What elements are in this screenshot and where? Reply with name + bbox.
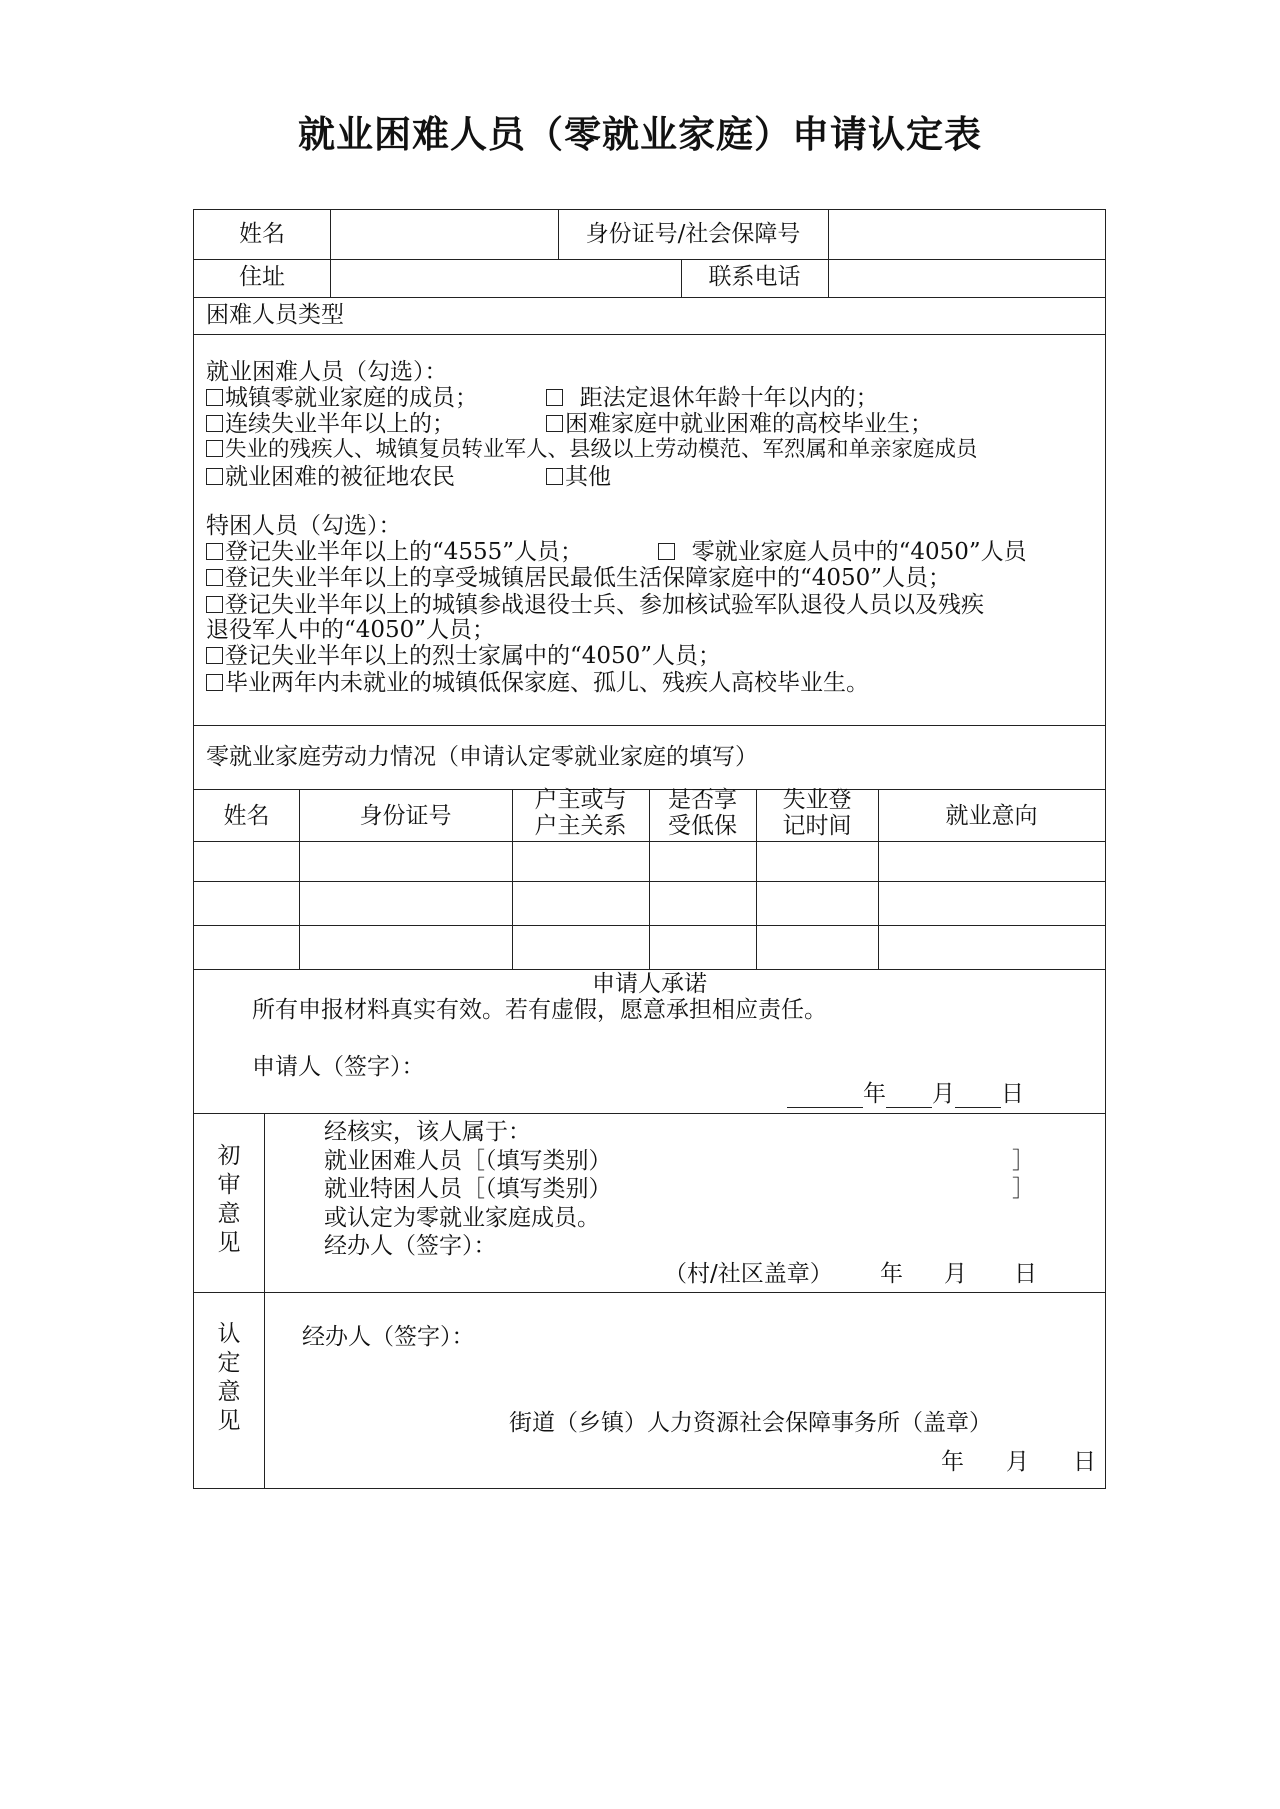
village-stamp-label: （村/社区盖章） <box>664 1261 833 1287</box>
bracket: ］ <box>1012 1148 1035 1174</box>
page-title: 就业困难人员（零就业家庭）申请认定表 <box>298 113 982 156</box>
name-field[interactable] <box>332 214 557 256</box>
determination-day: 日 <box>1073 1449 1096 1475</box>
preliminary-line: 就业困难人员［（填写类别） <box>324 1148 612 1174</box>
determination-year: 年 <box>941 1449 964 1475</box>
checkbox[interactable] <box>206 415 223 432</box>
name-label: 姓名 <box>239 221 285 247</box>
special-option[interactable]: 登记失业半年以上的享受城镇居民最低生活保障家庭中的“4050”人员； <box>206 564 951 592</box>
preliminary-line: 或认定为零就业家庭成员。 <box>324 1205 600 1231</box>
special-option[interactable]: 登记失业半年以上的烈士家属中的“4050”人员； <box>206 642 721 670</box>
family-heading: 零就业家庭劳动力情况（申请认定零就业家庭的填写） <box>206 744 758 770</box>
checkbox[interactable] <box>658 543 675 560</box>
office-stamp: 街道（乡镇）人力资源社会保障事务所（盖章） <box>509 1410 992 1436</box>
special-option[interactable]: 零就业家庭人员中的“4050”人员 <box>658 538 1027 566</box>
column-header-name: 姓名 <box>223 803 270 829</box>
commitment-heading: 申请人承诺 <box>592 971 707 997</box>
divider <box>194 334 1105 335</box>
difficulty-heading: 就业困难人员（勾选）： <box>206 359 448 385</box>
checkbox[interactable] <box>206 543 223 560</box>
divider <box>194 1113 1105 1114</box>
column-header-id: 身份证号 <box>359 803 452 829</box>
difficulty-option[interactable]: 困难家庭中就业困难的高校毕业生； <box>546 410 933 438</box>
divider <box>828 210 829 297</box>
difficulty-option[interactable]: 其他 <box>546 463 611 491</box>
phone-label: 联系电话 <box>708 264 801 290</box>
phone-field[interactable] <box>830 261 1104 295</box>
special-option[interactable]: 毕业两年内未就业的城镇低保家庭、孤儿、残疾人高校毕业生。 <box>206 669 869 697</box>
preliminary-year: 年 <box>880 1261 903 1287</box>
checkbox[interactable] <box>546 468 563 485</box>
application-form <box>193 209 1106 1489</box>
applicant-signature-label: 申请人（签字）： <box>252 1054 425 1080</box>
divider <box>194 297 1105 298</box>
divider <box>264 1113 265 1488</box>
column-header-intention: 就业意向 <box>945 803 1038 829</box>
preliminary-side-label: 初 审 意 见 <box>217 1143 241 1256</box>
difficulty-option[interactable]: 就业困难的被征地农民 <box>206 463 455 491</box>
special-option[interactable]: 登记失业半年以上的“4555”人员； <box>206 538 583 566</box>
special-option[interactable]: 登记失业半年以上的城镇参战退役士兵、参加核试验军队退役人员以及残疾 <box>206 591 984 619</box>
preliminary-month: 月 <box>944 1261 967 1287</box>
divider <box>194 1292 1105 1293</box>
column-header-relation: 户主或与 户主关系 <box>534 787 627 839</box>
preliminary-signature-label: 经办人（签字）： <box>324 1233 497 1259</box>
divider <box>194 725 1105 726</box>
checkbox[interactable] <box>546 415 563 432</box>
checkbox[interactable] <box>206 596 223 613</box>
id-label: 身份证号/社会保障号 <box>585 221 801 247</box>
checkbox[interactable] <box>206 647 223 664</box>
category-heading: 困难人员类型 <box>206 302 344 328</box>
address-field[interactable] <box>332 261 680 295</box>
checkbox[interactable] <box>206 440 223 457</box>
difficulty-option[interactable]: 失业的残疾人、城镇复员转业军人、县级以上劳动模范、军烈属和单亲家庭成员 <box>206 436 978 464</box>
divider <box>330 210 331 297</box>
checkbox[interactable] <box>206 468 223 485</box>
determination-signature-label: 经办人（签字）： <box>302 1324 475 1350</box>
checkbox[interactable] <box>206 569 223 586</box>
commitment-text: 所有申报材料真实有效。若有虚假，愿意承担相应责任。 <box>252 997 827 1023</box>
difficulty-option[interactable]: 连续失业半年以上的； <box>206 410 455 438</box>
bracket: ］ <box>1012 1176 1035 1202</box>
column-header-allowance: 是否享 受低保 <box>668 787 737 839</box>
preliminary-day: 日 <box>1014 1261 1037 1287</box>
address-label: 住址 <box>239 264 285 290</box>
special-option-continued: 退役军人中的“4050”人员； <box>206 617 496 643</box>
determination-month: 月 <box>1006 1449 1029 1475</box>
difficulty-option[interactable]: 城镇零就业家庭的成员； <box>206 384 478 412</box>
special-heading: 特困人员（勾选）： <box>206 513 402 539</box>
determination-side-label: 认 定 意 见 <box>217 1321 241 1434</box>
preliminary-line: 经核实，该人属于： <box>324 1119 531 1145</box>
checkbox[interactable] <box>546 389 563 406</box>
commitment-date[interactable]: 年 月 日 <box>787 1080 1024 1108</box>
preliminary-line: 就业特困人员［（填写类别） <box>324 1176 612 1202</box>
checkbox[interactable] <box>206 674 223 691</box>
checkbox[interactable] <box>206 389 223 406</box>
id-field[interactable] <box>830 214 1104 256</box>
column-header-registration: 失业登 记时间 <box>782 787 852 839</box>
difficulty-option[interactable]: 距法定退休年龄十年以内的； <box>546 384 879 412</box>
